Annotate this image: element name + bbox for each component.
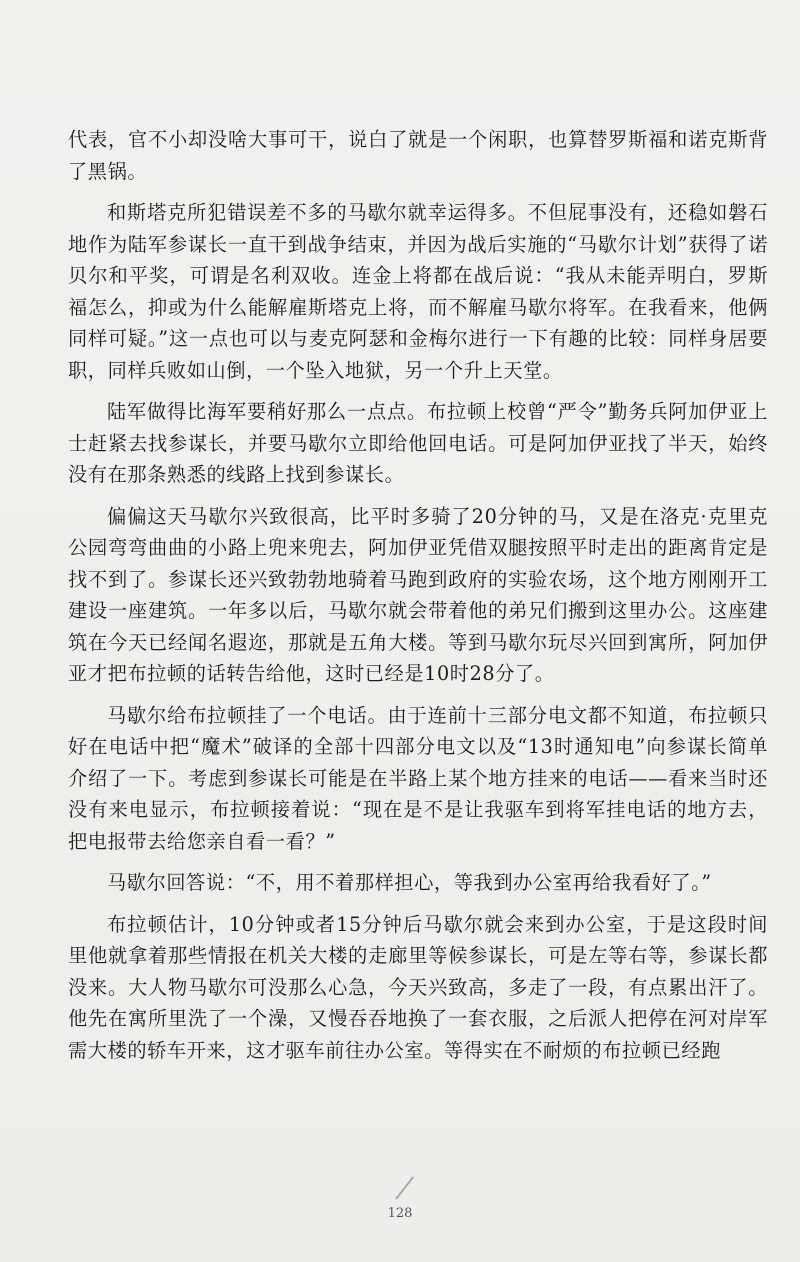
paragraph-3: 陆军做得比海军要稍好那么一点点。布拉顿上校曾“严令”勤务兵阿加伊亚上士赶紧去找参谋长，并要马歇尔立即给他回电话。可是阿加伊亚找了半天，始终没有在那条熟悉的线路上找到参谋长。 — [68, 400, 768, 486]
folio-slash-mark — [395, 1176, 414, 1199]
page-number: 128 — [387, 1206, 413, 1221]
body-text — [68, 124, 768, 1076]
paragraph-1: 代表，官不小却没啥大事可干，说白了就是一个闲职，也算替罗斯福和诺克斯背了黑锅。 — [68, 128, 768, 183]
paragraph-7: 布拉顿估计，10分钟或者15分钟后马歇尔就会来到办公室，于是这段时间里他就拿着那些情报在机关大楼的走廊里等候参谋长，可是左等右等，参谋长都没来。大人物马歇尔可没那么心急，今天兴致高，多走了一段，有点累出汗了。他先在寓所里洗了一个澡，又慢吞吞地换了一套衣服，之后派人把停在河对岸军需大楼的轿车开来，这才驱车前往办公室。等得实在不耐烦的布拉顿已经跑 — [68, 912, 768, 1062]
paragraph-2: 和斯塔克所犯错误差不多的马歇尔就幸运得多。不但屁事没有，还稳如磐石地作为陆军参谋长一直干到战争结束，并因为战后实施的“马歇尔计划”获得了诺贝尔和平奖，可谓是名利双收。连金上将都在战后说：“我从未能弄明白，罗斯福怎么，抑或为什么能解雇斯塔克上将，而不解雇马歇尔将军。在我看来，他俩同样可疑。”这一点也可以与麦克阿瑟和金梅尔进行一下有趣的比较：同样身居要职，同样兵败如山倒，一个坠入地狱，另一个升上天堂。 — [68, 201, 768, 382]
paragraph-4: 偏偏这天马歇尔兴致很高，比平时多骑了20分钟的马，又是在洛克·克里克公园弯弯曲曲的小路上兜来兜去，阿加伊亚凭借双腿按照平时走出的距离肯定是找不到了。参谋长还兴致勃勃地骑着马跑到政府的实验农场，这个地方刚刚开工建设一座建筑。一年多以后，马歇尔就会带着他的弟兄们搬到这里办公。这座建筑在今天已经闻名遐迩，那就是五角大楼。等到马歇尔玩尽兴回到寓所，阿加伊亚才把布拉顿的话转告给他，这时已经是10时28分了。 — [68, 504, 768, 685]
paragraph-6: 马歇尔回答说：“不，用不着那样担心，等我到办公室再给我看好了。” — [107, 871, 712, 894]
paragraph-5: 马歇尔给布拉顿挂了一个电话。由于连前十三部分电文都不知道，布拉顿只好在电话中把“魔术”破译的全部十四部分电文以及“13时通知电”向参谋长简单介绍了一下。考虑到参谋长可能是在半路上某个地方挂来的电话——看来当时还没有来电显示，布拉顿接着说：“现在是不是让我驱车到将军挂电话的地方去，把电报带去给您亲自看一看？” — [68, 703, 768, 853]
